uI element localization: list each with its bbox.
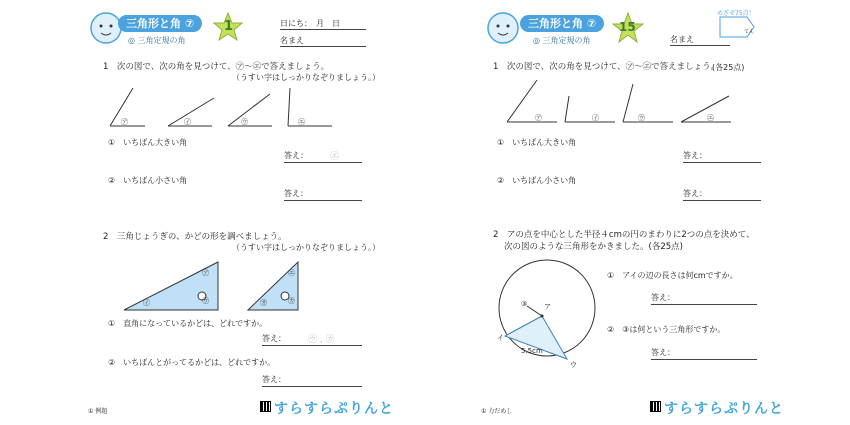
tri1-label-b: ㋐ (202, 269, 209, 277)
worksheet-number: 1 (224, 19, 234, 34)
q2-sub2: ② ③は何という三角形ですか。 (607, 325, 726, 334)
name-label: 名まえ (670, 35, 694, 44)
q1-sub2: ② いちばん小さい角 (108, 176, 188, 185)
q1-answer2-label: 答え： (284, 189, 308, 198)
q2-answer2-label: 答え： (651, 348, 675, 357)
brand-logo: すらすらぷりんと (274, 401, 394, 417)
question-1-points: (各25点) (712, 63, 745, 72)
q1-answer1-line[interactable] (284, 162, 362, 163)
q2-answer1-line[interactable] (262, 345, 362, 346)
worksheet-number: 15 (619, 20, 636, 34)
angle-label-e: ㋓ (298, 118, 305, 126)
worksheet-right (425, 0, 850, 425)
q2-answer1-label: 答え： (262, 334, 286, 343)
q1-answer1-label: 答え： (284, 151, 308, 160)
worksheet-subtitle: ◎ 三角定規の角 (128, 36, 186, 45)
q2-answer2-line[interactable] (262, 386, 362, 387)
angle-label-a: ㋐ (121, 118, 128, 126)
date-line (280, 29, 366, 30)
q2-answer2-line[interactable] (651, 359, 757, 360)
angle-figures (497, 78, 737, 128)
question-1-text: 1 次の図で、次の角を見つけて、㋐～㋓で答えましょう。 (103, 62, 330, 72)
question-2-text-line2: 次の図のような三角形をかきました。(各25点) (504, 242, 683, 252)
target-score-label: めざせ75点！ (717, 10, 755, 17)
length-label: 5.5cm (521, 347, 543, 355)
angle-label-i: ㋑ (184, 118, 191, 126)
worksheet-subtitle: ◎ 三角定規の角 (533, 36, 591, 45)
q1-answer2-line[interactable] (683, 200, 761, 201)
q1-sub2: ② いちばん小さい角 (497, 176, 577, 185)
score-tag (719, 14, 755, 40)
mascot-icon (483, 8, 523, 48)
q2-answer1-label: 答え： (651, 293, 675, 302)
q1-answer2-line[interactable] (284, 200, 362, 201)
angle-label-u: ㋒ (638, 114, 645, 122)
point-a-label: ア (544, 303, 551, 311)
angle-label-a: ㋐ (535, 114, 542, 122)
question-2-text: 2 三角じょうぎの、かどの形を調べましょう。 (103, 232, 287, 242)
question-2-note: （うすい字はしっかりなぞりましょう。） (232, 243, 380, 252)
circle-figure (497, 256, 607, 366)
tri2-label-a: ㋔ (260, 299, 267, 307)
angle-label-e: ㋓ (707, 114, 714, 122)
point-u-label: ウ (570, 361, 577, 369)
question-1-note: （うすい字はしっかりなぞりましょう。） (232, 73, 380, 82)
angle-label-u: ㋒ (241, 118, 248, 126)
question-2-text: 2 アの点を中心とした半径４cmの円のまわりに2つの点を決めて、 (493, 230, 755, 240)
footer-label: ① 例題 (88, 408, 108, 415)
triangle-label: ③ (521, 300, 528, 308)
q1-answer2-label: 答え： (683, 189, 707, 198)
q2-sub1: ① 直角になっているかどは、どれですか。 (108, 319, 268, 328)
q2-answer1-line[interactable] (651, 304, 757, 305)
score-unit: てん (744, 29, 755, 35)
qr-code-icon (650, 401, 661, 412)
q2-answer2-label: 答え： (262, 375, 286, 384)
tri2-label-b: ㋓ (288, 269, 295, 277)
tri2-label-c: ㋕ (288, 297, 295, 305)
brand-logo: すらすらぷりんと (664, 401, 784, 417)
worksheet-title: 三角形と角 ⑦ (520, 15, 604, 32)
q1-sub1: ① いちばん大きい角 (108, 138, 188, 147)
q1-answer1-label: 答え： (683, 151, 707, 160)
q2-sub2: ② いちばんとがってるかどは、どれですか。 (108, 358, 276, 367)
footer-label: ① 力だめし (481, 408, 513, 415)
q1-sub1: ① いちばん大きい角 (497, 138, 577, 147)
name-label: 名まえ (280, 36, 304, 45)
q2-answer1-ghost: ㋒ , ㋕ (308, 335, 335, 345)
tri1-label-a: ㋑ (143, 299, 150, 307)
name-line[interactable] (280, 46, 366, 47)
qr-code-icon (260, 401, 271, 412)
q2-sub1: ① アイの辺の長さは何cmですか。 (607, 271, 738, 280)
question-1-text: 1 次の図で、次の角を見つけて、㋐～㋓で答えましょう。 (493, 62, 720, 72)
q1-answer1-ghost: ㋓ (330, 152, 340, 162)
date-label: 日にち： 月 日 (280, 19, 340, 28)
q1-answer1-line[interactable] (683, 162, 761, 163)
point-i-label: イ (497, 334, 504, 342)
tri1-label-c: ㋒ (202, 297, 209, 305)
name-line[interactable] (670, 45, 730, 46)
worksheet-title: 三角形と角 ⑦ (118, 15, 202, 32)
angle-label-i: ㋑ (592, 114, 599, 122)
